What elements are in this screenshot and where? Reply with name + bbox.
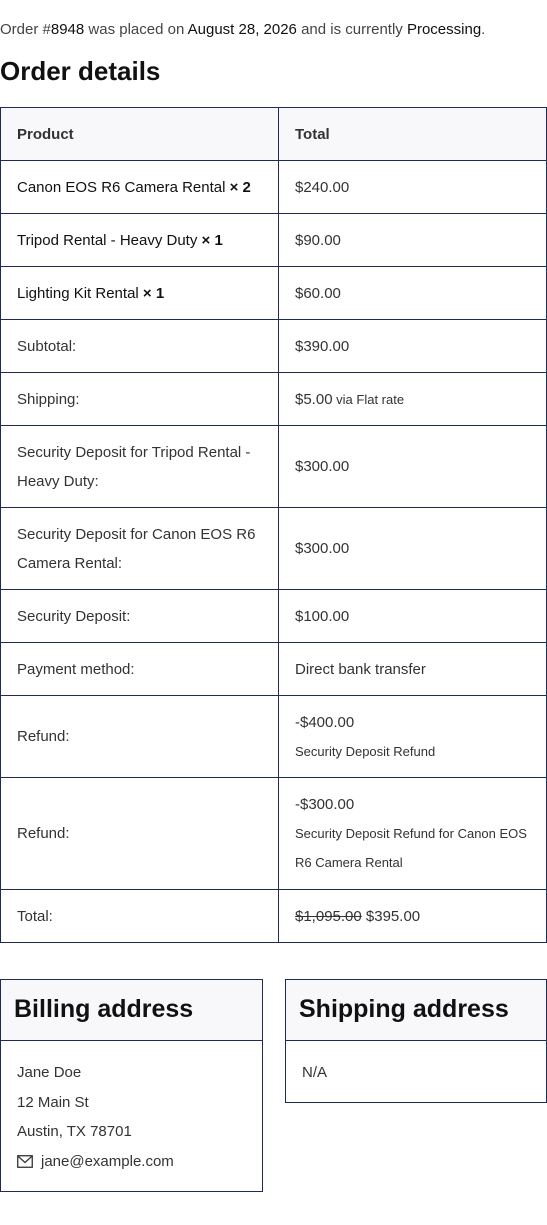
product-total: $240.00 — [279, 161, 547, 214]
totals-row — [1, 373, 547, 426]
refund-label: Refund: — [1, 778, 279, 890]
billing-email[interactable]: jane@example.com — [41, 1153, 174, 1171]
product-name-link[interactable]: Lighting Kit Rental — [17, 284, 139, 302]
original-total: $1,095.00 — [295, 907, 362, 925]
deposit-label: Security Deposit for Tripod Rental - Heavy Duty: — [1, 426, 279, 508]
shipping-address-section — [285, 979, 547, 1103]
totals-row — [1, 696, 547, 778]
notice-text: and is currently — [296, 21, 407, 38]
deposit-label: Security Deposit for Canon EOS R6 Camera Rental: — [1, 508, 279, 590]
product-quantity: × 1 — [201, 231, 223, 249]
refund-reason: Security Deposit Refund — [295, 743, 436, 759]
billing-street: 12 Main St — [17, 1093, 89, 1111]
totals-row — [1, 643, 547, 696]
notice-suffix: . — [481, 21, 486, 38]
order-total-row — [1, 890, 547, 943]
envelope-icon — [17, 1149, 33, 1179]
product-quantity: × 1 — [142, 284, 165, 302]
product-cell — [1, 214, 279, 267]
shipping-value: $5.00 — [295, 390, 333, 408]
totals-row — [1, 590, 547, 643]
deposit-value: $300.00 — [279, 508, 547, 590]
table-row — [1, 161, 547, 214]
deposit-label: Security Deposit: — [1, 590, 279, 643]
refund-label: Refund: — [1, 696, 279, 778]
billing-address-section — [0, 979, 263, 1192]
refund-cell — [279, 778, 547, 890]
totals-row — [1, 778, 547, 890]
product-total: $60.00 — [279, 267, 547, 320]
column-header-product: Product — [1, 108, 279, 161]
product-name-link[interactable]: Canon EOS R6 Camera Rental — [17, 178, 226, 196]
deposit-value: $100.00 — [279, 590, 547, 643]
shipping-address-heading: Shipping address — [286, 980, 546, 1041]
refund-cell — [279, 696, 547, 778]
notice-prefix: Order # — [0, 21, 51, 38]
billing-city: Austin, TX 78701 — [17, 1123, 132, 1141]
order-status-notice — [0, 20, 485, 40]
refund-amount: -$400.00 — [295, 713, 355, 731]
shipping-method: via Flat rate — [332, 391, 405, 407]
order-number: 8948 — [50, 21, 85, 38]
table-row — [1, 214, 547, 267]
notice-text: was placed on — [84, 21, 188, 38]
subtotal-label: Subtotal: — [1, 320, 279, 373]
subtotal-value: $390.00 — [279, 320, 547, 373]
order-date: August 28, 2026 — [187, 21, 297, 38]
column-header-total: Total — [279, 108, 547, 161]
order-details-heading: Order details — [0, 56, 161, 86]
table-header-row — [1, 108, 547, 161]
billing-name: Jane Doe — [17, 1064, 82, 1081]
product-cell — [1, 161, 279, 214]
totals-row — [1, 320, 547, 373]
refund-reason: Security Deposit Refund for Canon EOS R6 Camera Rental — [295, 826, 527, 870]
refund-amount: -$300.00 — [295, 796, 355, 813]
totals-row — [1, 426, 547, 508]
shipping-label: Shipping: — [1, 373, 279, 426]
order-total-cell — [279, 890, 547, 943]
order-total-label: Total: — [1, 890, 279, 943]
order-status: Processing — [406, 21, 482, 38]
payment-method-label: Payment method: — [1, 643, 279, 696]
deposit-value: $300.00 — [279, 426, 547, 508]
shipping-address-value: N/A — [302, 1064, 328, 1081]
payment-method-value: Direct bank transfer — [279, 643, 547, 696]
order-total-value: $395.00 — [365, 907, 421, 925]
product-name-link[interactable]: Tripod Rental - Heavy Duty — [17, 231, 198, 249]
product-quantity: × 2 — [229, 178, 251, 196]
product-cell — [1, 267, 279, 320]
billing-address-body — [1, 1041, 262, 1193]
totals-row — [1, 508, 547, 590]
billing-address-heading: Billing address — [1, 980, 262, 1041]
shipping-cell — [279, 373, 547, 426]
billing-email-row — [17, 1147, 246, 1179]
order-details-table — [0, 107, 547, 943]
table-row — [1, 267, 547, 320]
product-total: $90.00 — [279, 214, 547, 267]
